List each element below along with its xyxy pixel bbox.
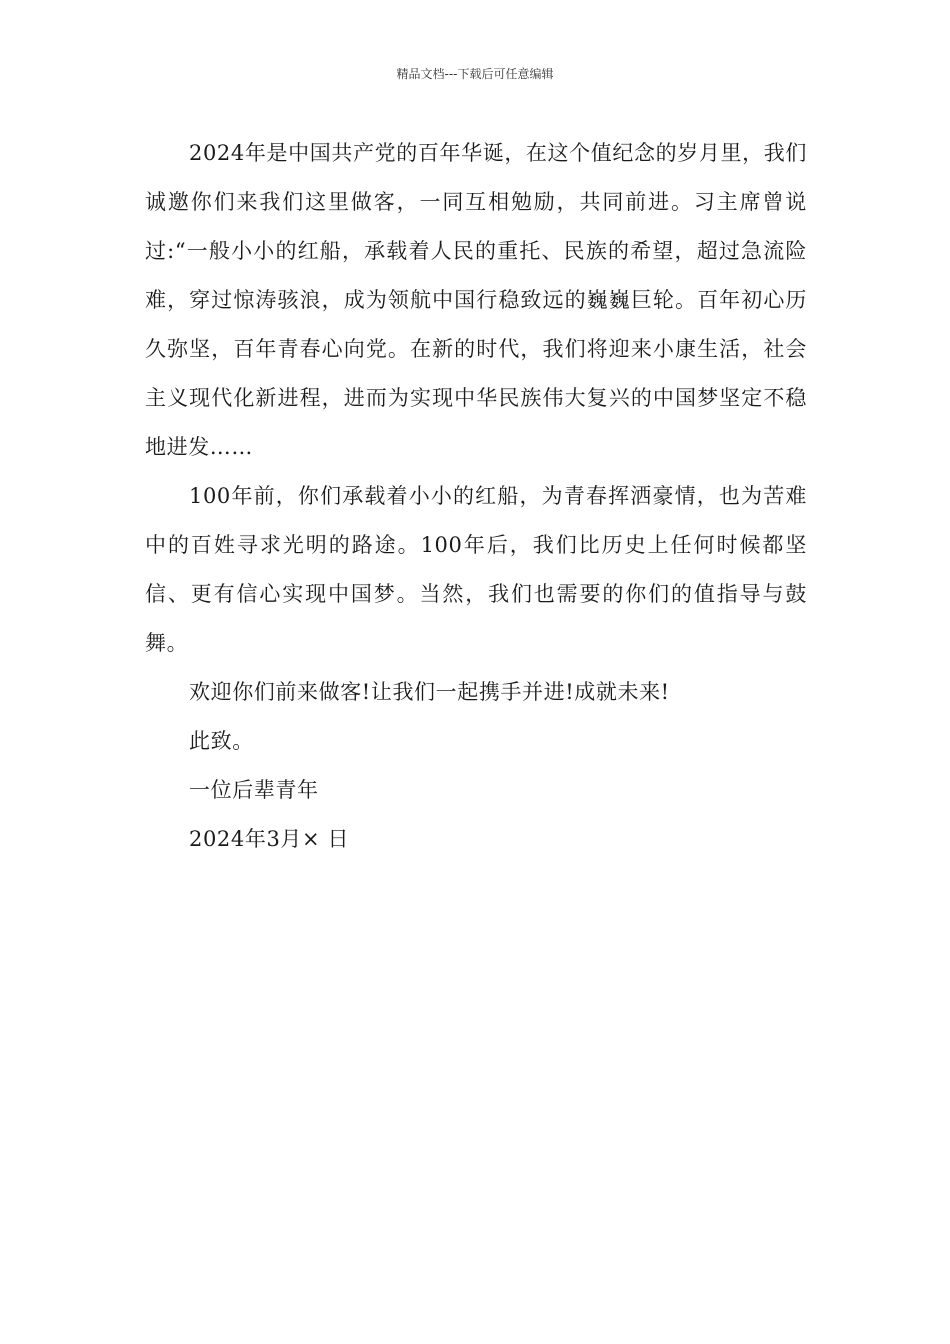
welcome-line: 欢迎你们前来做客!让我们一起携手并进!成就未来! — [189, 680, 670, 704]
letter-body — [145, 129, 807, 864]
paragraph-anniversary: 2024年是中国共产党的百年华诞，在这个值纪念的岁月里，我们诚邀你们来我们这里做客，一同互相勉励，共同前进。习主席曾说过:“一般小小的红船，承载着人民的重托、民族的希望，超过急流险难，穿过惊涛骇浪，成为领航中国行稳致远的巍巍巨轮。百年初心历久弥坚，百年青春心向党。在新的时代，我们将迎来小康生活，社会主义现代化新进程，进而为实现中华民族伟大复兴的中国梦坚定不稳地进发…… — [145, 141, 807, 459]
page-header: 精品文档---下载后可任意编辑 — [396, 67, 554, 81]
closing-line: 此致。 — [189, 729, 254, 753]
signature-line: 一位后辈青年 — [189, 778, 319, 802]
paragraph-red-boat: 100年前，你们承载着小小的红船，为青春挥洒豪情，也为苦难中的百姓寻求光明的路途。100年后，我们比历史上任何时候都坚信、更有信心实现中国梦。当然，我们也需要的你们的值指导与鼓舞。 — [145, 484, 807, 655]
date-line: 2024年3月× 日 — [189, 827, 350, 851]
